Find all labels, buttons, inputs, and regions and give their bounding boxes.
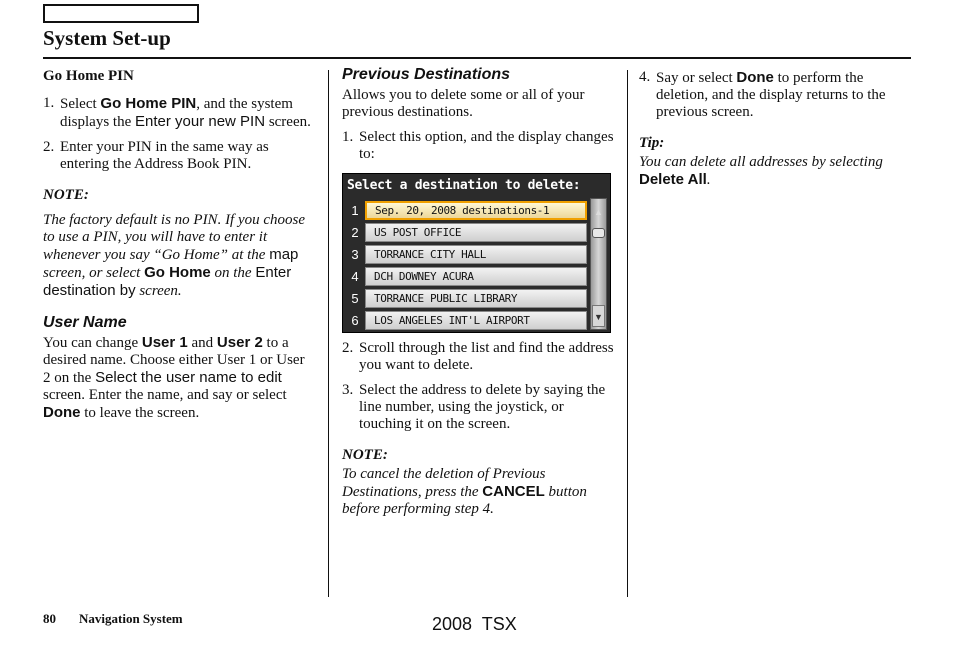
delete-all-term: Delete All [639, 171, 707, 188]
destination-row-5[interactable] [346, 289, 586, 309]
user-name-heading: User Name [43, 314, 127, 331]
done-term: Done [736, 69, 774, 86]
step-text [60, 95, 313, 131]
column-divider-1 [328, 70, 329, 597]
destination-row-3[interactable] [346, 245, 586, 265]
go-home-pin-heading: Go Home PIN [43, 68, 134, 84]
scroll-thumb[interactable] [592, 228, 605, 238]
intro-text: Allows you to delete some or all of your previous destinations. [342, 87, 585, 120]
step-text: Select this option, and the display changes to: [359, 129, 614, 162]
row-number: 6 [351, 313, 359, 328]
go-home-step-2 [43, 139, 313, 173]
row-number: 2 [351, 225, 359, 240]
note-label: NOTE: [342, 447, 388, 463]
prev-step-3 [342, 382, 614, 433]
destination-button[interactable]: US POST OFFICE [365, 223, 587, 242]
text: To cancel the deletion of Previous Destinations, press the [342, 466, 546, 500]
section-tab-box [43, 4, 199, 23]
step-number: 1. [43, 95, 55, 111]
column-3 [639, 66, 911, 189]
text: to perform the deletion, and the display returns to the previous screen. [656, 70, 886, 120]
user-name-text [43, 334, 313, 422]
scroll-down-arrow-icon[interactable]: ▼ [592, 305, 605, 327]
destination-button[interactable]: TORRANCE PUBLIC LIBRARY [365, 289, 587, 308]
prev-step-2 [342, 340, 614, 374]
map-term: map [269, 246, 299, 263]
step-number: 2. [342, 340, 354, 356]
note-text [43, 212, 313, 300]
text: to a desired name. Choose either User 1 or User 2 on the [43, 335, 305, 386]
note-text [342, 466, 614, 518]
step-text: Select the address to delete by saying the line number, using the joystick, or touching it on the screen. [359, 382, 606, 432]
page-number: 80 [43, 611, 56, 626]
footer-model: 2008 TSX [432, 614, 517, 634]
page-title: System Set-up [43, 26, 171, 50]
text: screen. [265, 114, 311, 130]
user-2-term: User 2 [216, 334, 263, 351]
screen-title: Select a destination to delete: [347, 178, 581, 193]
tip-label: Tip: [639, 135, 665, 151]
text: to leave the screen. [80, 405, 200, 421]
scroll-up-arrow-icon[interactable]: ▲ [594, 207, 603, 217]
column-2 [342, 66, 614, 163]
row-number: 4 [351, 269, 359, 284]
step-number: 1. [342, 129, 354, 145]
text: Say or select [656, 70, 737, 86]
text: , and the system displays the [60, 96, 293, 130]
text: screen. Enter the name, and say or select [43, 387, 287, 403]
enter-destination-term: Enter destination by [43, 264, 292, 299]
step-text: Enter your PIN in the same way as entering the Address Book PIN. [60, 139, 269, 172]
prev-step-4 [639, 69, 911, 121]
tip-text [639, 154, 911, 189]
select-user-screen-term: Select the user name to edit [95, 369, 282, 386]
destination-row-1[interactable] [346, 201, 586, 221]
scrollbar[interactable] [590, 198, 607, 330]
text: The factory default is no PIN. If you choose to use a PIN, you will have to enter it whenever you say “Go Home” at the [43, 212, 306, 263]
text: You can delete all addresses by selecting [639, 154, 883, 170]
destination-button[interactable]: TORRANCE CITY HALL [365, 245, 587, 264]
go-home-step-1 [43, 95, 313, 131]
text: button before performing step 4. [342, 484, 587, 517]
row-number: 5 [351, 291, 359, 306]
enter-pin-screen-term: Enter your new PIN [135, 113, 266, 130]
destination-button[interactable]: Sep. 20, 2008 destinations-1 [365, 201, 587, 220]
go-home-term: Go Home [144, 264, 211, 281]
destination-button[interactable]: LOS ANGELES INT'L AIRPORT [365, 311, 587, 330]
row-number: 3 [351, 247, 359, 262]
user-1-term: User 1 [141, 334, 188, 351]
destination-row-6[interactable] [346, 311, 586, 331]
done-term: Done [43, 404, 81, 421]
text: Select [60, 96, 101, 112]
column-2-lower [342, 340, 614, 518]
destination-row-4[interactable] [346, 267, 586, 287]
footer-section-name: Navigation System [79, 611, 183, 626]
destination-button[interactable]: DCH DOWNEY ACURA [365, 267, 587, 286]
prev-step-1 [342, 129, 614, 163]
previous-destinations-heading: Previous Destinations [342, 66, 511, 83]
cancel-term: CANCEL [482, 483, 545, 500]
step-text: Scroll through the list and find the address you want to delete. [359, 340, 614, 373]
text: . [706, 172, 711, 188]
step-number: 3. [342, 382, 354, 398]
title-rule [43, 57, 911, 59]
column-divider-2 [627, 70, 628, 597]
text: on the [210, 265, 256, 281]
text: screen, or select [43, 265, 145, 281]
text: You can change [43, 335, 142, 351]
row-number: 1 [351, 203, 359, 218]
destination-row-2[interactable] [346, 223, 586, 243]
step-number: 2. [43, 139, 55, 155]
go-home-pin-term: Go Home PIN [100, 95, 197, 112]
step-number: 4. [639, 69, 651, 85]
note-label: NOTE: [43, 187, 89, 203]
text: screen. [135, 283, 182, 299]
step-text [656, 69, 911, 121]
delete-destination-screen [342, 173, 611, 333]
column-1 [43, 66, 313, 422]
text: and [187, 335, 217, 351]
